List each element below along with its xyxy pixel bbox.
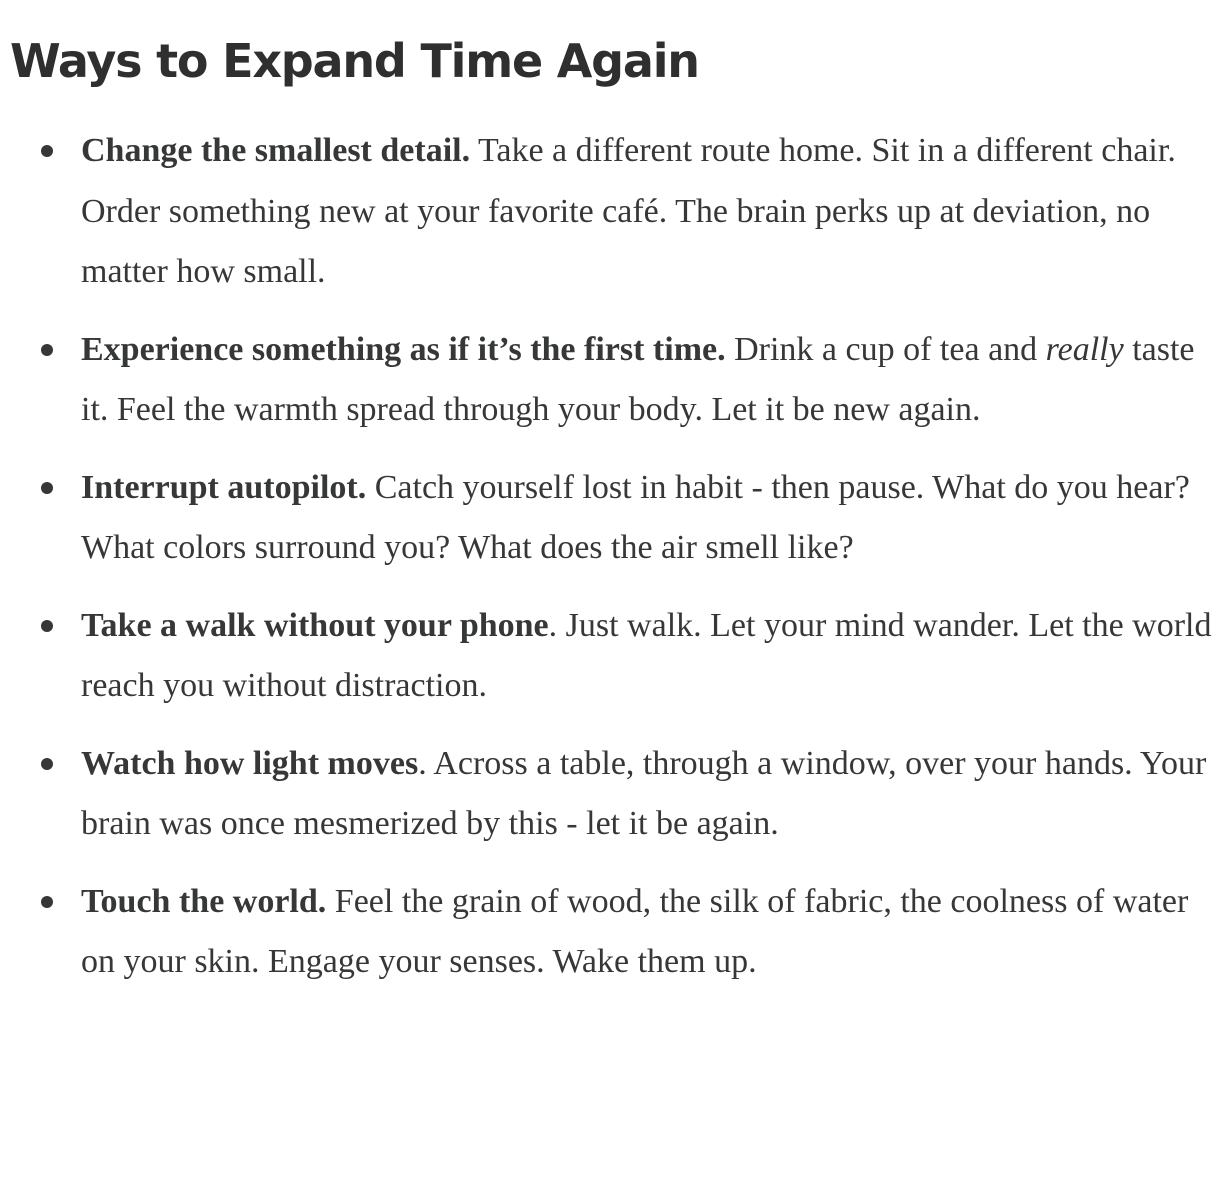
item-text: Catch yourself lost in habit - then pause. What do you hear? What colors surround you? What does the air smell like? (81, 468, 1190, 566)
item-lead: Interrupt autopilot. (81, 468, 367, 506)
item-text: Drink a cup of tea and (734, 330, 1038, 368)
list-item (10, 872, 1220, 993)
section-heading: Ways to Expand Time Again (10, 34, 699, 88)
bullet-icon (41, 620, 53, 632)
item-lead: Experience something as if it’s the first time. (81, 330, 726, 368)
bullet-icon (41, 482, 53, 494)
bullet-icon (41, 758, 53, 770)
item-text: taste it. Feel the warmth spread through your body. Let it be new again. (81, 330, 1195, 428)
item-lead: Take a walk without your phone (81, 606, 549, 644)
list-item (10, 734, 1220, 855)
item-text: Take a different route home. Sit in a different chair. Order something new at your favorite café. The brain perks up at deviation, no matter how small. (81, 132, 1176, 290)
item-lead: Touch the world. (81, 882, 327, 920)
tips-list (10, 121, 1220, 993)
bullet-icon (41, 344, 53, 356)
bullet-icon (41, 896, 53, 908)
list-item (10, 320, 1220, 441)
item-text: Feel the grain of wood, the silk of fabric, the coolness of water on your skin. Engage your senses. Wake them up. (81, 882, 1189, 980)
list-item (10, 458, 1220, 579)
item-lead: Change the smallest detail. (81, 132, 471, 169)
item-text: . Across a table, through a window, over your hands. Your brain was once mesmerized by this - let it be again. (81, 744, 1207, 842)
item-lead: Watch how light moves (81, 744, 419, 782)
item-text: . Just walk. Let your mind wander. Let the world reach you without distraction. (81, 606, 1212, 704)
bullet-icon (41, 145, 53, 157)
item-emphasis: really (1045, 330, 1124, 368)
list-item (10, 596, 1220, 717)
list-item (10, 121, 1220, 303)
